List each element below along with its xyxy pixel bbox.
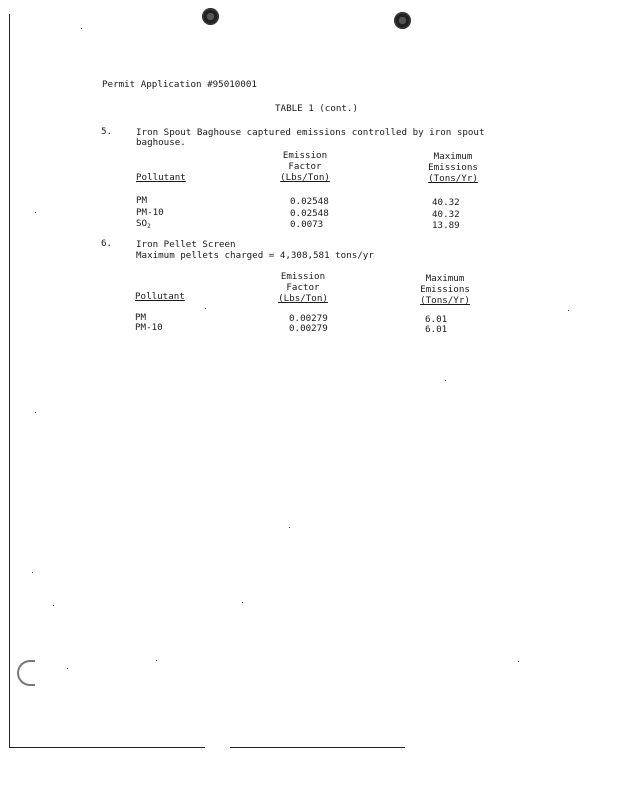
- scan-speck: [518, 661, 519, 662]
- table-row-pollutant: PM: [136, 195, 148, 206]
- scan-speck: [205, 308, 206, 309]
- seal-stamp-left: [202, 8, 219, 25]
- table-row-factor: 0.02548: [290, 196, 329, 207]
- scan-speck: [289, 527, 290, 528]
- scan-speck: [67, 668, 68, 669]
- maximum-emissions-header: Maximum Emissions (Tons/Yr): [420, 273, 470, 306]
- scan-speck: [81, 28, 82, 29]
- bottom-border-line-left: [9, 747, 205, 748]
- emission-factor-header: Emission Factor (Lbs/Ton): [280, 150, 330, 183]
- scan-speck: [53, 605, 54, 606]
- emission-factor-header: Emission Factor (Lbs/Ton): [278, 271, 328, 304]
- table-row-pollutant: $SO_2$: [136, 218, 151, 230]
- table-row-factor: 0.00279: [289, 323, 328, 334]
- scan-speck: [568, 310, 569, 311]
- pollutant-header: Pollutant: [135, 291, 185, 302]
- scan-speck: [445, 380, 446, 381]
- table-row-max: 13.89: [432, 220, 460, 231]
- table-row-max: 40.32: [432, 197, 460, 208]
- bottom-border-line-right: [230, 747, 405, 748]
- table-row-factor: 0.02548: [290, 208, 329, 219]
- table-row-max: 6.01: [425, 324, 448, 335]
- table-row-pollutant: PM-10: [135, 322, 163, 333]
- scan-speck: [32, 572, 33, 573]
- table-row-max: 6.01: [425, 314, 448, 325]
- scan-speck: [242, 602, 243, 603]
- maximum-emissions-header: Maximum Emissions (Tons/Yr): [428, 151, 478, 184]
- section-description: Iron Spout Baghouse captured emissions controlled by iron spout: [136, 127, 485, 138]
- table-row-factor: 0.00279: [289, 313, 328, 324]
- pollutant-header: Pollutant: [136, 172, 186, 183]
- table-row-pollutant: PM-10: [136, 207, 164, 218]
- table-title: TABLE 1 (cont.): [275, 103, 358, 114]
- table-row-factor: 0.0073: [290, 219, 324, 230]
- scan-speck: [35, 412, 36, 413]
- binder-mark: [17, 660, 35, 686]
- table-row-max: 40.32: [432, 209, 460, 220]
- section-description: Iron Pellet Screen: [136, 239, 236, 250]
- section-number: 5.: [101, 126, 113, 137]
- permit-application-number: Permit Application #95010001: [102, 79, 257, 90]
- scan-speck: [35, 212, 36, 213]
- left-border-line: [9, 14, 10, 748]
- section-description-cont: Maximum pellets charged = 4,308,581 tons/yr: [136, 250, 374, 261]
- scan-speck: [156, 660, 157, 661]
- table-row-pollutant: PM: [135, 312, 147, 323]
- seal-stamp-right: [394, 12, 411, 29]
- section-description-cont: baghouse.: [136, 137, 186, 148]
- section-number: 6.: [101, 238, 113, 249]
